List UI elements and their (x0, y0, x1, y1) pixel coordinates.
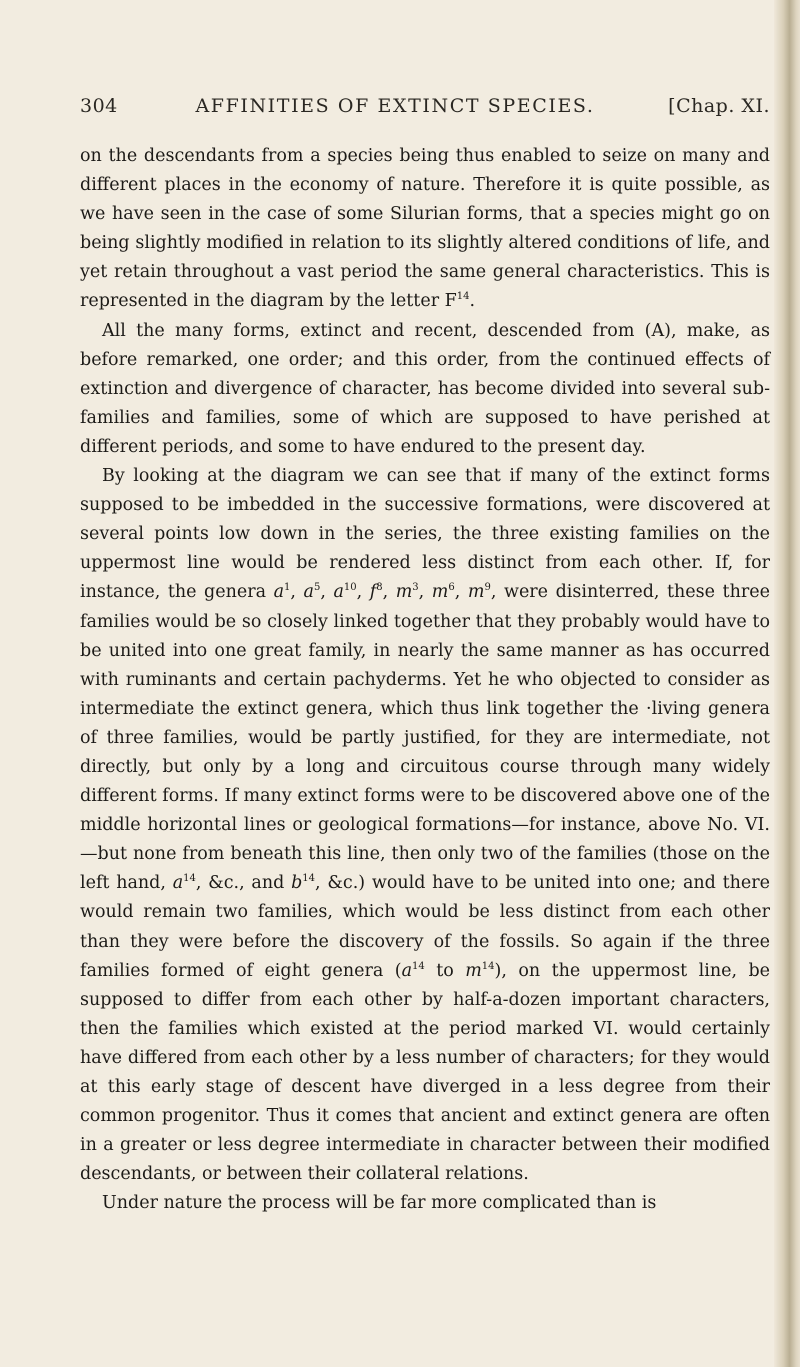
running-head (80, 95, 770, 135)
italic-genus-letter: b (291, 873, 303, 894)
text-run: , (382, 582, 396, 603)
italic-genus-letter: a (333, 582, 344, 603)
superscript-index: 9 (484, 582, 491, 594)
italic-genus-letter: a (401, 960, 413, 981)
superscript-index: 10 (343, 582, 357, 594)
text-run: , (454, 582, 468, 603)
text-run: Under nature the process will be far more complicated than is (102, 1193, 657, 1214)
text-run: All the many forms, extinct and recent, descended from (A), make, as before remarked, one order; and this order, from the continued effects of extinction and divergence of character, has become divided into several sub-families and families, some of which are supposed to have perished at different periods, and some to have endured to the present day. (80, 320, 770, 457)
italic-genus-letter: m (431, 582, 449, 603)
italic-genus-letter: a (273, 582, 285, 603)
superscript-index: 8 (376, 582, 383, 594)
superscript-index: 14 (412, 960, 425, 972)
text-run: , &c., and (195, 873, 292, 894)
chapter-reference: [Chap. XI. (668, 95, 770, 117)
superscript-index: 14 (456, 291, 470, 303)
superscript-index: 14 (183, 873, 196, 885)
italic-genus-letter: m (395, 582, 413, 603)
text-run: By looking at the diagram we can see that if many of the extinct forms supposed to be imbedded in the successive formations, were discovered at several points low down in the series, the three existing families on the uppermost line would be rendered less distinct from each other. If, for instance, the genera (80, 466, 770, 603)
text-run: , were disinterred, these three families would be so closely linked together that they probably would have to be united into one great family, in nearly the same manner as has occurred with ruminants and certain pachyderms. Yet he who objected to consider as intermediate the extinct genera, which thus link together the ·living genera of three families, would be partly justified, for they are intermediate, not directly, but only by a long and circuitous course through many widely different forms. If many extinct forms were to be discovered above one of the middle horizontal lines or geological formations—for instance, above No. VI.—but none from beneath this line, then only two of the families (those on the left hand, (80, 582, 770, 894)
superscript-index: 1 (284, 582, 291, 594)
italic-genus-letter: a (172, 873, 184, 894)
page-edge-shadow (774, 0, 800, 1367)
page-number: 304 (80, 95, 118, 117)
superscript-index: 5 (313, 582, 321, 594)
italic-genus-letter: a (303, 582, 314, 603)
text-run: , &c.) would have to be united into one; and there would remain two families, which would be less distinct from each other than they were before the discovery of the fossils. So again if the three families formed of eight genera ( (80, 873, 770, 981)
italic-genus-letter: m (465, 960, 482, 981)
italic-genus-letter: f (369, 582, 377, 603)
running-title: AFFINITIES OF EXTINCT SPECIES. (195, 95, 595, 117)
paragraph-4 (80, 1189, 770, 1218)
superscript-index: 6 (448, 582, 455, 594)
superscript-index: 14 (302, 873, 316, 885)
book-page (80, 95, 770, 1218)
paragraph-2 (80, 317, 770, 462)
body-text (80, 142, 770, 1218)
text-run: on the descendants from a species being thus enabled to seize on many and different places in the economy of nature. Therefore it is quite possible, as we have seen in the case of some Silurian forms, that a species might go on being slightly modified in relation to its slightly altered conditions of life, and yet retain throughout a vast period the same general characteristics. This is represented in the diagram by the letter F (80, 146, 770, 312)
text-run: . (469, 291, 476, 312)
paragraph-3 (80, 462, 770, 1189)
text-run: , (290, 582, 304, 603)
paragraph-1 (80, 142, 770, 317)
text-run: , (320, 582, 334, 603)
superscript-index: 3 (412, 582, 419, 594)
text-run: to (424, 960, 466, 981)
text-run: , (356, 582, 370, 603)
superscript-index: 14 (481, 960, 495, 972)
text-run: ), on the uppermost line, be supposed to differ from each other by half-a-dozen important characters, then the families which existed at the period marked VI. would certainly have differed from each other by a less number of characters; for they would at this early stage of descent have diverged in a less degree from their common progenitor. Thus it comes that ancient and extinct genera are often in a greater or less degree intermediate in character between their modified descendants, or between their collateral relations. (80, 960, 771, 1185)
text-run: , (418, 582, 432, 603)
italic-genus-letter: m (467, 582, 485, 603)
